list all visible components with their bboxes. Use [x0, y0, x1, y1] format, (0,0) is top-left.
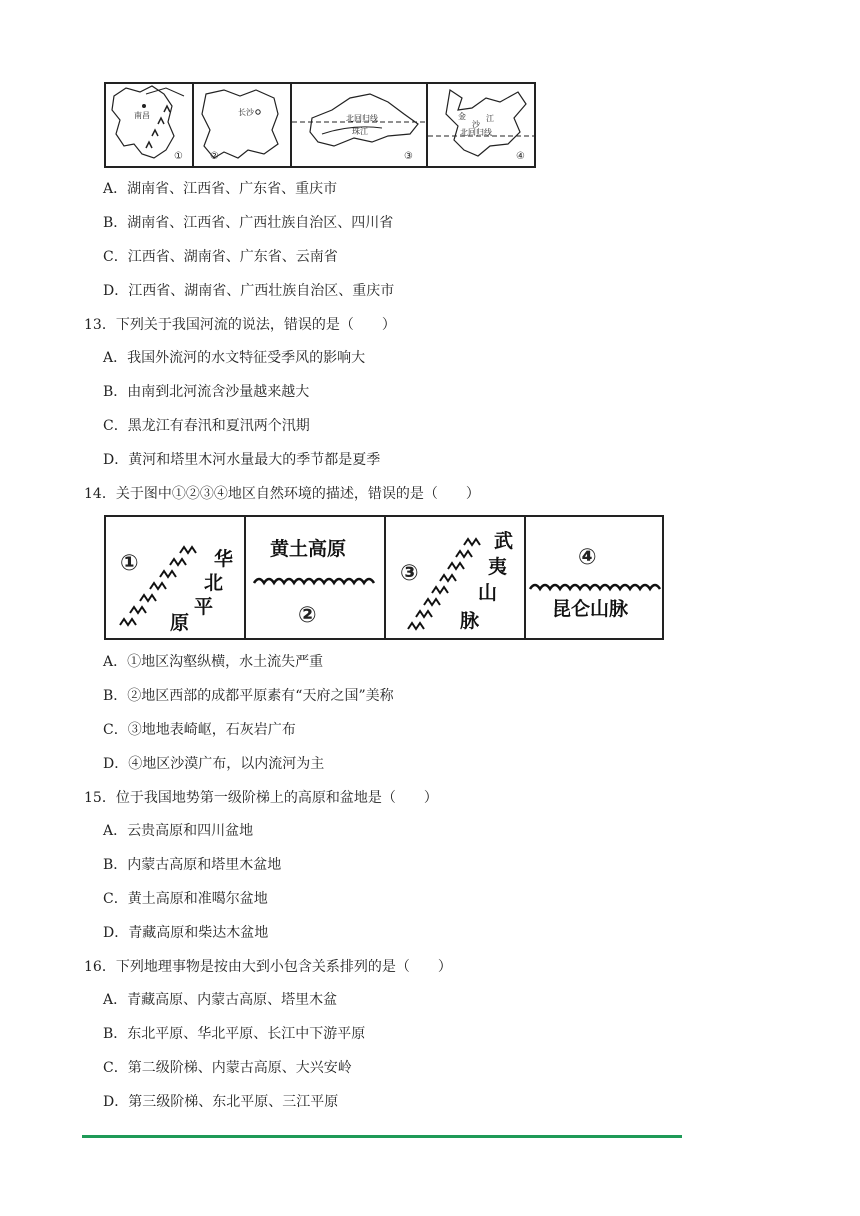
label-mai: 脉 — [460, 610, 480, 632]
q12-option-a: A．湖南省、江西省、广东省、重庆市 — [103, 181, 338, 197]
q13-option-d: D．黄河和塔里木河水量最大的季节都是夏季 — [103, 452, 381, 468]
q16-option-d: D．第三级阶梯、东北平原、三江平原 — [103, 1094, 339, 1110]
map-number-1: ① — [174, 151, 183, 162]
map-number-2: ② — [210, 151, 219, 162]
landform-number-4: ④ — [578, 545, 597, 570]
map-cell-1 — [106, 84, 194, 166]
q13-option-b: B．由南到北河流含沙量越来越大 — [103, 384, 310, 400]
label-bei: 北 — [204, 572, 224, 594]
landform-cell-1 — [106, 517, 246, 638]
q14-option-b: B．②地区西部的成都平原素有“天府之国”美称 — [103, 688, 394, 704]
q13-option-c: C．黑龙江有春汛和夏汛两个汛期 — [103, 418, 310, 434]
footer-divider — [82, 1135, 682, 1138]
map-cell-4 — [428, 84, 534, 166]
q15-stem: 15．位于我国地势第一级阶梯上的高原和盆地是（ ） — [84, 790, 438, 806]
q15-option-c: C．黄土高原和准噶尔盆地 — [103, 891, 268, 907]
map-label-sha: 沙 — [472, 120, 480, 129]
label-hua: 华 — [214, 548, 234, 570]
mountain-wave-icon — [526, 577, 662, 597]
q12-option-c: C．江西省、湖南省、广东省、云南省 — [103, 249, 338, 265]
q14-option-c: C．③地地表崎岖，石灰岩广布 — [103, 722, 296, 738]
map-label-jiang: 江 — [486, 114, 494, 123]
map-label-changsha: 长沙 — [238, 108, 254, 117]
q16-option-b: B．东北平原、华北平原、长江中下游平原 — [103, 1026, 366, 1042]
map-label-pearl-river: 珠江 — [352, 127, 368, 136]
map-cell-2 — [194, 84, 292, 166]
q14-option-a: A．①地区沟壑纵横，水土流失严重 — [103, 654, 324, 670]
label-shan: 山 — [478, 582, 498, 604]
q14-option-d: D．④地区沙漠广布，以内流河为主 — [103, 756, 325, 772]
map-number-3: ③ — [404, 151, 413, 162]
landform-number-1: ① — [120, 551, 139, 576]
map-label-tropic-1: 北回归线 — [346, 114, 378, 123]
q13-stem: 13．下列关于我国河流的说法，错误的是（ ） — [84, 317, 396, 333]
label-yi: 夷 — [488, 556, 508, 578]
map-cell-3 — [292, 84, 428, 166]
plateau-wave-icon — [246, 571, 384, 591]
label-wu: 武 — [494, 530, 514, 552]
q13-option-a: A．我国外流河的水文特征受季风的影响大 — [103, 350, 366, 366]
map-number-4: ④ — [516, 151, 525, 162]
landform-figure — [104, 515, 664, 640]
landform-cell-4 — [526, 517, 662, 638]
q15-option-b: B．内蒙古高原和塔里木盆地 — [103, 857, 282, 873]
q14-stem: 14．关于图中①②③④地区自然环境的描述，错误的是（ ） — [84, 486, 480, 502]
map-label-nanchang: 南昌 — [134, 111, 150, 120]
q15-option-d: D．青藏高原和柴达木盆地 — [103, 925, 269, 941]
q12-option-b: B．湖南省、江西省、广西壮族自治区、四川省 — [103, 215, 394, 231]
q16-option-a: A．青藏高原、内蒙古高原、塔里木盆 — [103, 992, 338, 1008]
q15-option-a: A．云贵高原和四川盆地 — [103, 823, 254, 839]
q12-option-d: D．江西省、湖南省、广西壮族自治区、重庆市 — [103, 283, 395, 299]
map-label-jin: 金 — [458, 112, 466, 121]
map-label-tropic-2: 北回归线 — [460, 128, 492, 137]
q16-option-c: C．第二级阶梯、内蒙古高原、大兴安岭 — [103, 1060, 352, 1076]
label-yuan: 原 — [170, 612, 190, 634]
province-map-strip — [104, 82, 536, 168]
landform-number-2: ② — [298, 603, 317, 628]
landform-cell-2 — [246, 517, 386, 638]
q16-stem: 16．下列地理事物是按由大到小包含关系排列的是（ ） — [84, 959, 452, 975]
hunan-outline — [194, 84, 290, 166]
kunlun-label: 昆仑山脉 — [552, 598, 629, 620]
label-ping: 平 — [194, 596, 214, 618]
loess-plateau-label: 黄土高原 — [270, 538, 347, 560]
landform-cell-3 — [386, 517, 526, 638]
landform-number-3: ③ — [400, 561, 419, 586]
